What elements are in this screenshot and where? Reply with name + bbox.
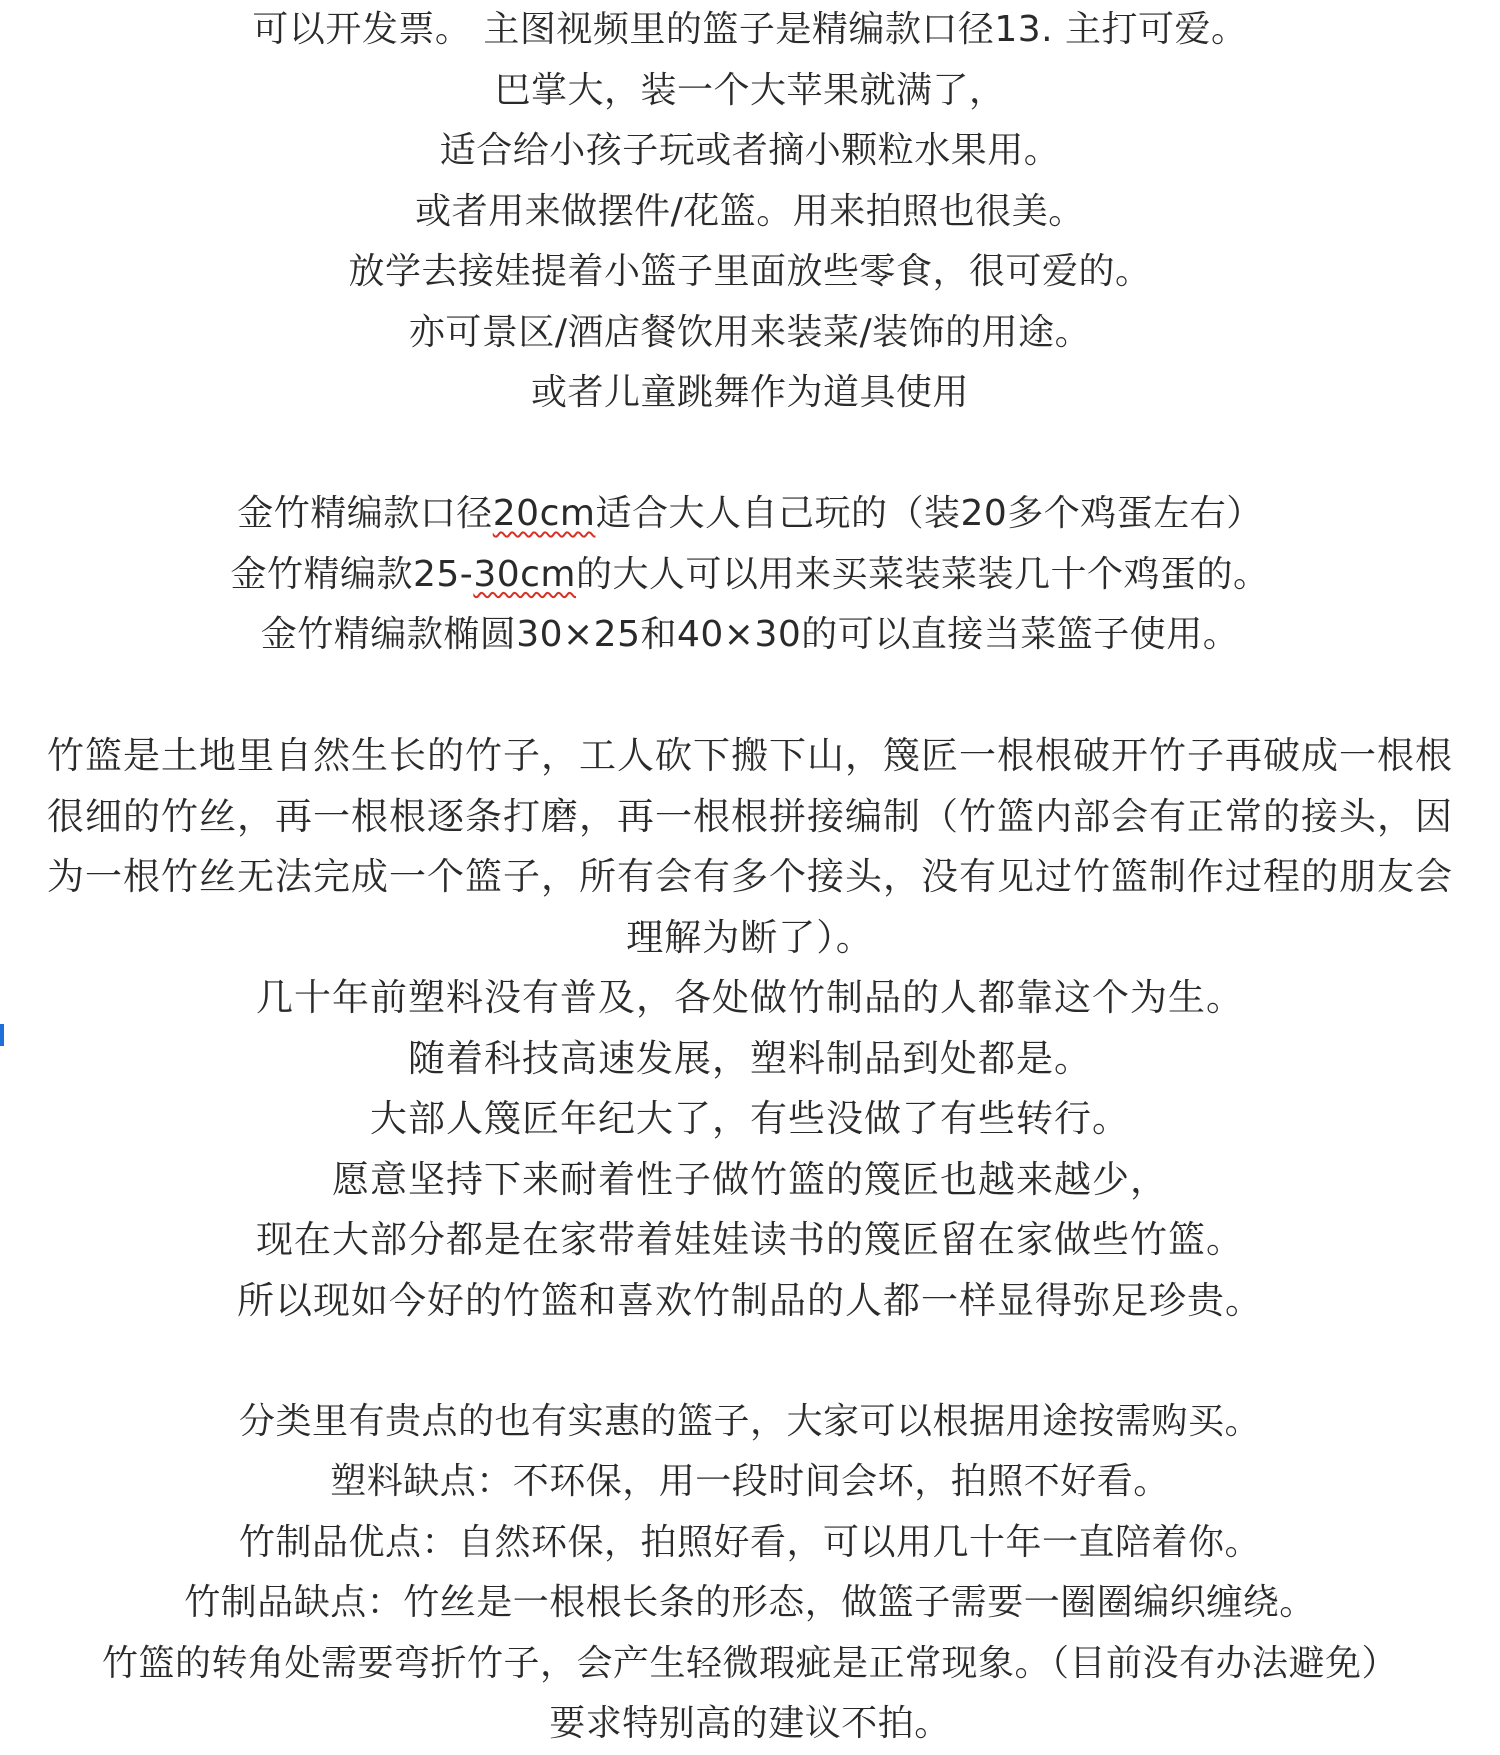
text-line: [0, 484, 1500, 545]
text-line: 现在大部分都是在家带着娃娃读书的篾匠留在家做些竹篮。: [256, 1218, 1244, 1261]
paragraph-pros-cons: [0, 1392, 1500, 1755]
text-segment: 金竹精编款25-: [230, 553, 474, 595]
text-line: 要求特别高的建议不拍。: [549, 1703, 951, 1744]
text-line: 或者用来做摆件/花篮。用来拍照也很美。: [415, 190, 1085, 232]
text-line: 或者儿童跳舞作为道具使用: [530, 372, 969, 413]
text-segment: 适合大人自己玩的（装20多个鸡蛋左右）: [595, 493, 1263, 534]
text-line: 理解为断了）。: [626, 915, 874, 959]
text-line: 金竹精编款椭圆30×25和40×30的可以直接当菜篮子使用。: [260, 614, 1240, 655]
text-line: 竹制品优点：自然环保，拍照好看，可以用几十年一直陪着你。: [238, 1521, 1261, 1563]
paragraph-gap: [0, 1331, 1500, 1392]
text-segment: 金竹精编款口径: [237, 493, 493, 534]
paragraph-gap: [0, 666, 1500, 727]
text-cursor-marker: [0, 1024, 4, 1046]
paragraph-small-basket: [0, 0, 1500, 424]
paragraph-craft-story: [0, 726, 1500, 1331]
text-line: 为一根竹丝无法完成一个篮子，所有会有多个接头，没有见过竹篮制作过程的朋友会: [47, 855, 1453, 898]
spellcheck-underlined-word: 20cm: [492, 493, 596, 534]
text-line: 大部人篾匠年纪大了，有些没做了有些转行。: [370, 1097, 1130, 1140]
text-line: 可以开发票。 主图视频里的篮子是精编款口径13. 主打可爱。: [252, 9, 1248, 50]
text-line: 几十年前塑料没有普及，各处做竹制品的人都靠这个为生。: [256, 976, 1244, 1019]
paragraph-gap: [0, 424, 1500, 485]
text-line: 巴掌大，装一个大苹果就满了，: [494, 69, 1006, 111]
text-segment: 的大人可以用来买菜装菜装几十个鸡蛋的。: [575, 553, 1270, 595]
text-line: 分类里有贵点的也有实惠的篮子，大家可以根据用途按需购买。: [238, 1400, 1261, 1442]
text-line: 愿意坚持下来耐着性子做竹篮的篾匠也越来越少，: [332, 1157, 1168, 1201]
text-line: 塑料缺点：不环保，用一段时间会坏，拍照不好看。: [330, 1461, 1170, 1502]
text-line: 放学去接娃提着小篮子里面放些零食，很可爱的。: [348, 251, 1152, 292]
text-line: 随着科技高速发展，塑料制品到处都是。: [408, 1036, 1092, 1080]
text-line: 所以现如今好的竹篮和喜欢竹制品的人都一样显得弥足珍贵。: [237, 1278, 1263, 1322]
text-line: [0, 545, 1500, 606]
text-line: 适合给小孩子玩或者摘小颗粒水果用。: [439, 130, 1061, 171]
spellcheck-underlined-word: 30cm: [473, 553, 576, 595]
text-line: 竹篮的转角处需要弯折竹子，会产生轻微瑕疵是正常现象。（目前没有办法避免）: [101, 1642, 1398, 1684]
text-line: 竹篮是土地里自然生长的竹子，工人砍下搬下山，篾匠一根根破开竹子再破成一根根: [47, 734, 1453, 777]
text-line: 亦可景区/酒店餐饮用来装菜/装饰的用途。: [408, 311, 1092, 353]
text-line: 很细的竹丝，再一根根逐条打磨，再一根根拼接编制（竹篮内部会有正常的接头，因: [47, 794, 1453, 838]
text-line: 竹制品缺点：竹丝是一根根长条的形态，做篮子需要一圈圈编织缠绕。: [184, 1582, 1316, 1623]
paragraph-sizes: [0, 484, 1500, 666]
